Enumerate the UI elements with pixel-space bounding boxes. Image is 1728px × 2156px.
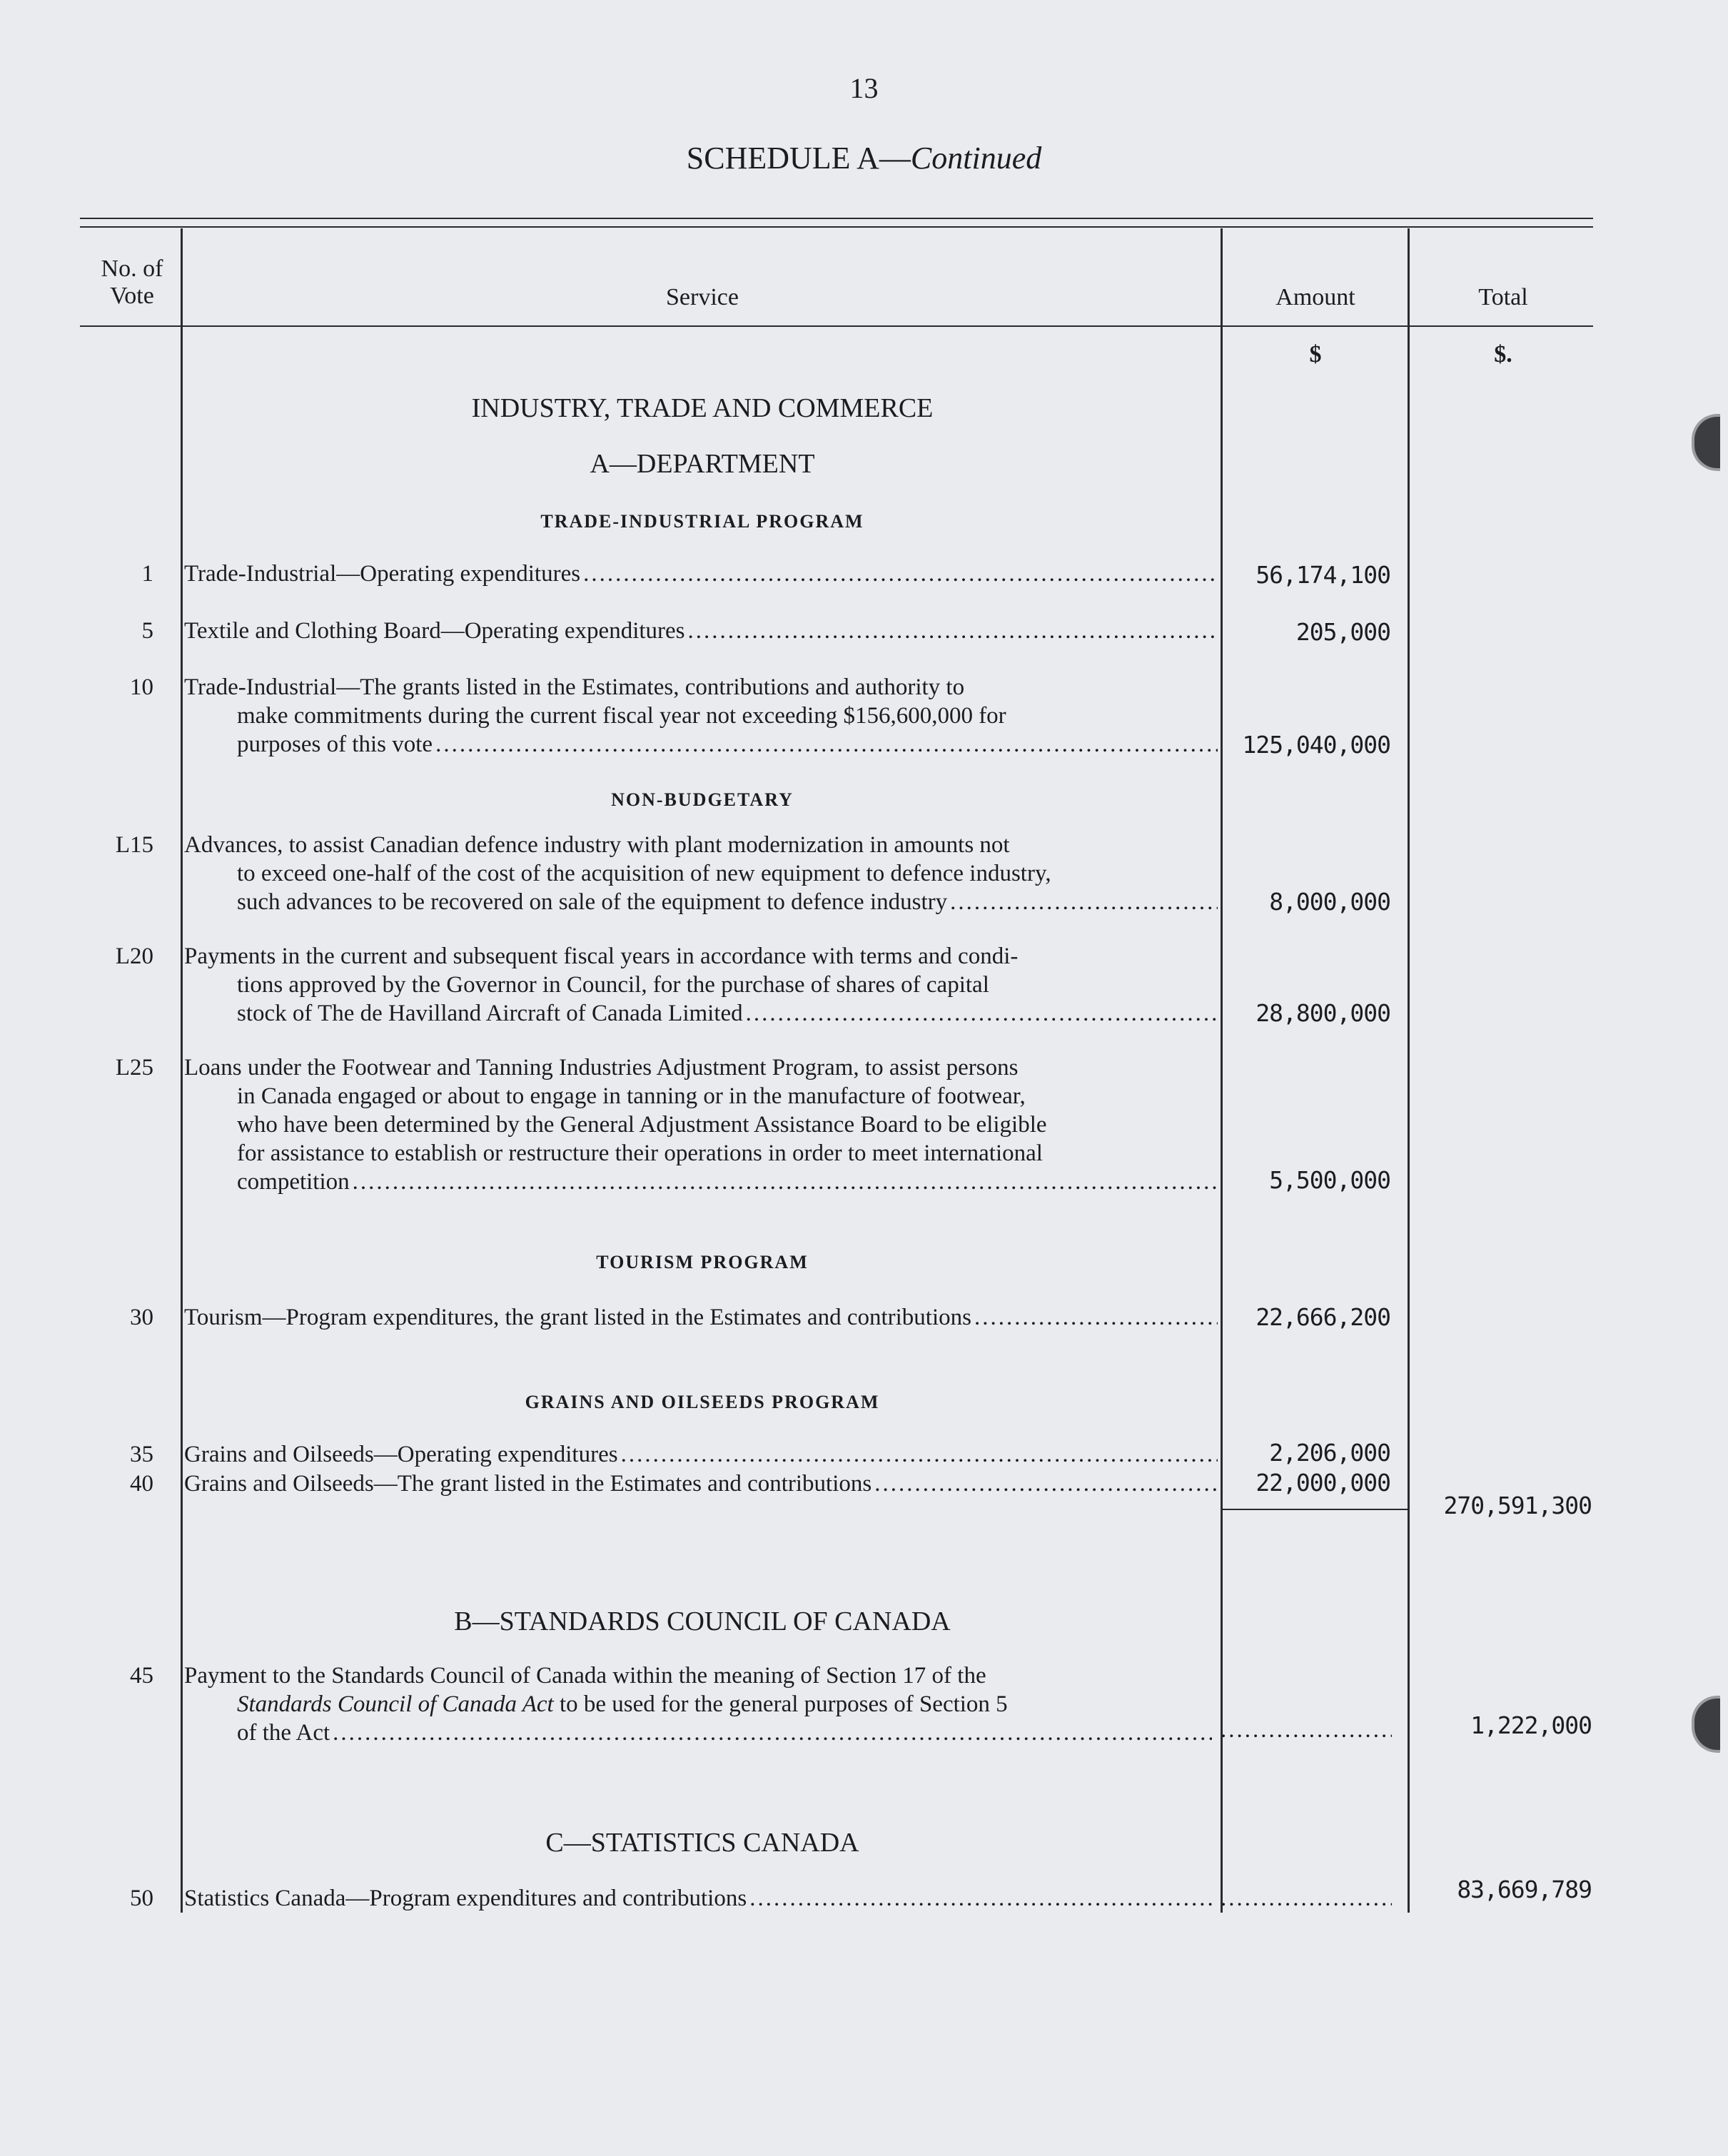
vote-number: L20: [115, 943, 153, 969]
vote-line: Loans under the Footwear and Tanning Industries Adjustment Program, to assist persons: [184, 1055, 1019, 1080]
vote-line: Advances, to assist Canadian defence industry with plant modernization in amounts not: [184, 832, 1010, 858]
section-heading-department: A—DEPARTMENT: [590, 449, 815, 479]
leader-dots: [688, 617, 1218, 645]
vote-text: competition: [237, 1169, 350, 1195]
vote-line: Payments in the current and subsequent fiscal years in accordance with terms and condi-: [184, 943, 1019, 969]
vote-text: Grains and Oilseeds—Operating expenditures: [184, 1442, 618, 1467]
leader-dots: [435, 730, 1218, 759]
vote-last-line: [184, 560, 1218, 588]
vote-last-line: [184, 617, 1218, 645]
section-heading-statistics: C—STATISTICS CANADA: [545, 1828, 859, 1858]
vote-last-line: [184, 730, 1218, 759]
vote-service-text: [184, 1884, 1212, 1913]
vote-amount: 5,500,000: [1269, 1166, 1390, 1194]
vote-number: 40: [130, 1471, 153, 1497]
table-top-rule-1: [80, 218, 1593, 219]
binder-hole-icon: [1692, 1696, 1720, 1753]
subtotal-rule: [1221, 1509, 1408, 1510]
leader-dots: [621, 1440, 1218, 1469]
vote-line: make commitments during the current fiscal year not exceeding $156,600,000 for: [237, 703, 1006, 729]
program-heading-grains: GRAINS AND OILSEEDS PROGRAM: [525, 1392, 880, 1412]
amount-leader-dots: [1221, 1717, 1392, 1743]
vote-service-text: [184, 1303, 1218, 1332]
amount-leader-dots: [1221, 1886, 1392, 1912]
vote-last-line: [184, 888, 1218, 916]
section-heading-industry: INDUSTRY, TRADE AND COMMERCE: [471, 393, 934, 423]
vote-text: to be used for the general purposes of Section 5: [553, 1691, 1008, 1717]
vote-number: 10: [130, 674, 153, 700]
vote-last-line: [184, 1469, 1218, 1498]
vote-number: L15: [115, 832, 153, 858]
vote-service-text: [184, 942, 1218, 1028]
vote-last-line: [184, 1440, 1218, 1469]
vote-line: who have been determined by the General Adjustment Assistance Board to be eligible: [237, 1112, 1047, 1138]
vote-amount: 56,174,100: [1255, 561, 1390, 589]
vote-line: Trade-Industrial—The grants listed in the Estimates, contributions and authority to: [184, 674, 965, 700]
amount-unit: $: [1309, 341, 1322, 368]
vote-line: [184, 1690, 1212, 1719]
service-column-header: Service: [666, 284, 739, 310]
vote-last-line: [184, 1303, 1218, 1332]
vote-line: Payment to the Standards Council of Canada within the meaning of Section 17 of the: [184, 1663, 986, 1689]
vote-text: Tourism—Program expenditures, the grant listed in the Estimates and contributions: [184, 1305, 971, 1330]
vote-number: 30: [130, 1305, 153, 1330]
statistics-total: 83,669,789: [1457, 1876, 1592, 1903]
leader-dots: [749, 1884, 1212, 1913]
schedule-title-main: SCHEDULE A—: [686, 141, 911, 176]
vote-service-text: [184, 831, 1218, 916]
vote-line: for assistance to establish or restructure their operations in order to meet international: [237, 1140, 1043, 1166]
leader-dots: [874, 1469, 1218, 1498]
vote-amount: 28,800,000: [1255, 999, 1390, 1027]
table-header-rule: [80, 325, 1593, 327]
standards-total: 1,222,000: [1470, 1711, 1592, 1739]
total-unit: $.: [1494, 341, 1512, 368]
section-heading-standards: B—STANDARDS COUNCIL OF CANADA: [454, 1606, 951, 1636]
vote-text: of the Act: [237, 1720, 330, 1746]
leader-dots: [583, 560, 1218, 588]
vote-service-text: [184, 1469, 1218, 1498]
program-heading-nonbudgetary: NON-BUDGETARY: [611, 789, 794, 810]
vote-text: purposes of this vote: [237, 732, 433, 757]
vote-line: to exceed one-half of the cost of the acquisition of new equipment to defence industry,: [237, 861, 1051, 886]
vote-number: L25: [115, 1055, 153, 1080]
amount-column-rule: [1221, 228, 1223, 1913]
page-number: 13: [849, 72, 879, 104]
leader-dots: [746, 999, 1218, 1028]
vote-text: Grains and Oilseeds—The grant listed in the Estimates and contributions: [184, 1471, 872, 1497]
amount-column-header: Amount: [1275, 284, 1355, 310]
table-top-rule-2: [80, 226, 1593, 228]
act-title: Standards Council of Canada Act: [237, 1691, 554, 1717]
program-heading-trade: TRADE-INDUSTRIAL PROGRAM: [540, 511, 864, 532]
vote-column-header: No. of Vote: [101, 255, 163, 309]
vote-service-text: [184, 560, 1218, 588]
vote-number: 50: [130, 1886, 153, 1911]
program-heading-tourism: TOURISM PROGRAM: [596, 1252, 809, 1272]
vote-last-line: [184, 1719, 1212, 1747]
vote-amount: 2,206,000: [1269, 1439, 1390, 1467]
service-column-rule: [181, 228, 183, 1913]
vote-text: Textile and Clothing Board—Operating expenditures: [184, 618, 685, 644]
vote-amount: 22,666,200: [1255, 1303, 1390, 1331]
vote-amount: 22,000,000: [1255, 1469, 1390, 1497]
vote-text: stock of The de Havilland Aircraft of Canada Limited: [237, 1001, 743, 1026]
vote-text: such advances to be recovered on sale of the equipment to defence industry: [237, 889, 948, 915]
vote-line: in Canada engaged or about to engage in tanning or in the manufacture of footwear,: [237, 1083, 1026, 1109]
vote-number: 45: [130, 1663, 153, 1689]
vote-number: 35: [130, 1442, 153, 1467]
schedule-title-continued: Continued: [910, 141, 1042, 176]
vote-service-text: [184, 1440, 1218, 1469]
total-column-rule: [1408, 228, 1410, 1913]
department-total: 270,591,300: [1443, 1492, 1592, 1519]
vote-service-text: [184, 673, 1218, 759]
vote-text: Trade-Industrial—Operating expenditures: [184, 561, 581, 587]
vote-number: 5: [141, 618, 153, 644]
total-column-header: Total: [1478, 284, 1528, 310]
binder-hole-icon: [1692, 414, 1720, 471]
leader-dots: [333, 1719, 1212, 1747]
vote-text: Statistics Canada—Program expenditures and contributions: [184, 1886, 747, 1911]
vote-service-text: [184, 1053, 1218, 1196]
vote-last-line: [184, 1168, 1218, 1196]
leader-dots: [353, 1168, 1218, 1196]
schedule-title: [0, 140, 1728, 176]
vote-number: 1: [141, 561, 153, 587]
vote-service-text: [184, 1661, 1212, 1747]
vote-last-line: [184, 999, 1218, 1028]
leader-dots: [974, 1303, 1218, 1332]
vote-amount: 125,040,000: [1242, 731, 1390, 759]
leader-dots: [950, 888, 1218, 916]
vote-service-text: [184, 617, 1218, 645]
vote-amount: 8,000,000: [1269, 888, 1390, 916]
vote-last-line: [184, 1884, 1212, 1913]
vote-line: tions approved by the Governor in Council, for the purchase of shares of capital: [237, 972, 989, 998]
vote-amount: 205,000: [1295, 618, 1390, 646]
